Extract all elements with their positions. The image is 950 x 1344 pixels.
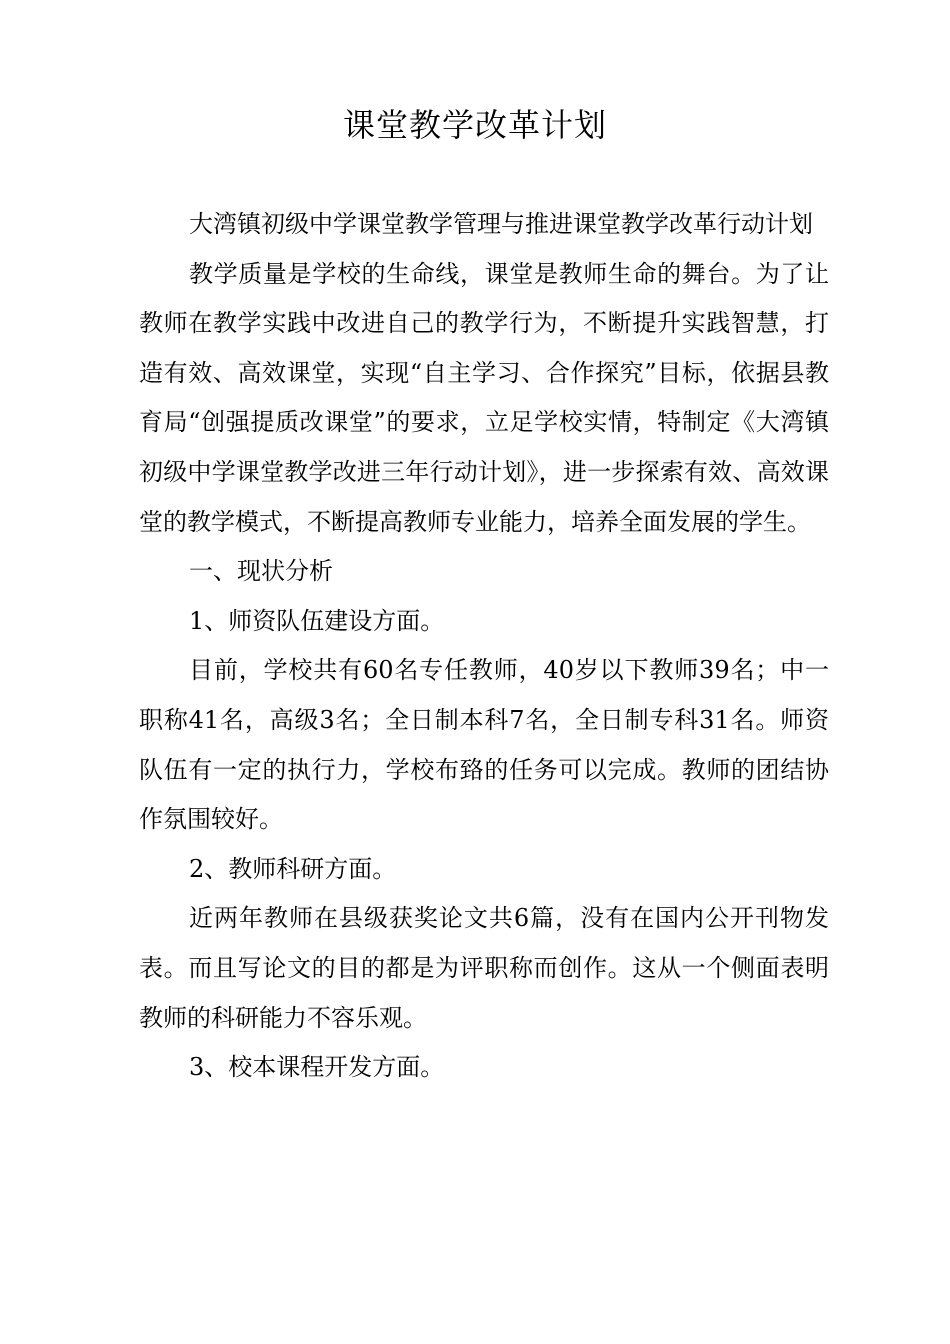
paragraph-teacher-team: 目前，学校共有60名专任教师，40岁以下教师39名；中一职称41名，高级3名；全日制本科7名，全日制专科31名。师资队伍有一定的执行力，学校布臵的任务可以完成。教师的团结协作氛围较好。 (139, 656, 829, 834)
paragraph-plan-name: 大湾镇初级中学课堂教学管理与推进课堂教学改革行动计划 (189, 210, 813, 238)
paragraph-introduction: 教学质量是学校的生命线，课堂是教师生命的舞台。为了让教师在教学实践中改进自己的教学行为，不断提升实践智慧，打造有效、高效课堂，实现“自主学习、合作探究”目标，依据县教育局“创强提质改课堂”的要求，立足学校实情，特制定《大湾镇初级中学课堂教学改进三年行动计划》，进一步探索有效、高效课堂的教学模式，不断提高教师专业能力，培养全面发展的学生。 (139, 259, 829, 536)
subheading-teacher-research: 2、教师科研方面。 (189, 854, 397, 883)
subheading-curriculum-development: 3、校本课程开发方面。 (189, 1053, 445, 1082)
document-body (139, 200, 829, 1093)
document-title: 课堂教学改革计划 (342, 106, 607, 144)
section-heading-status-analysis: 一、现状分析 (189, 557, 333, 586)
subheading-teacher-team: 1、师资队伍建设方面。 (189, 606, 445, 635)
paragraph-teacher-research: 近两年教师在县级获奖论文共6篇，没有在国内公开刊物发表。而且写论文的目的都是为评职称而创作。这从一个侧面表明教师的科研能力不容乐观。 (139, 904, 829, 1032)
